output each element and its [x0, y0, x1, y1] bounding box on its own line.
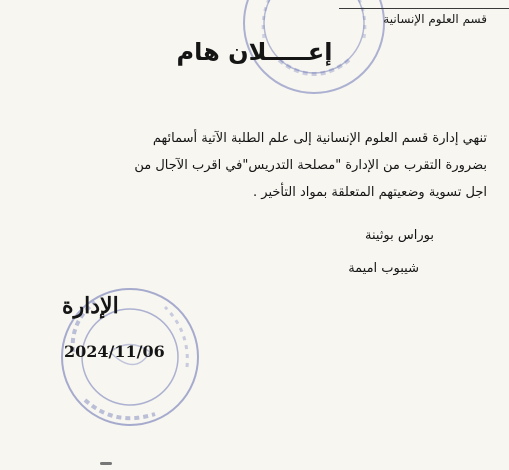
student-name: بوراس بوثينة — [365, 228, 434, 243]
administration-label: الإدارة — [62, 293, 119, 319]
body-line: تنهي إدارة قسم العلوم الإنسانية إلى علم الطلبة الآتية أسمائهم — [152, 131, 487, 146]
announcement-title: إعـــــلان هام — [176, 38, 333, 66]
announcement-date: 2024/11/06 — [64, 342, 165, 361]
header-rule — [339, 8, 509, 9]
body-line: بضرورة التقرب من الإدارة "مصلحة التدريس"في اقرب الآجال من — [134, 158, 487, 173]
announcement-body — [87, 125, 487, 206]
department-name: قسم العلوم الإنسانية — [383, 12, 487, 26]
scan-mark — [100, 462, 112, 465]
body-line: اجل تسوية وضعيتهم المتعلقة بمواد التأخير . — [253, 185, 487, 200]
student-name: شيبوب اميمة — [348, 261, 419, 276]
